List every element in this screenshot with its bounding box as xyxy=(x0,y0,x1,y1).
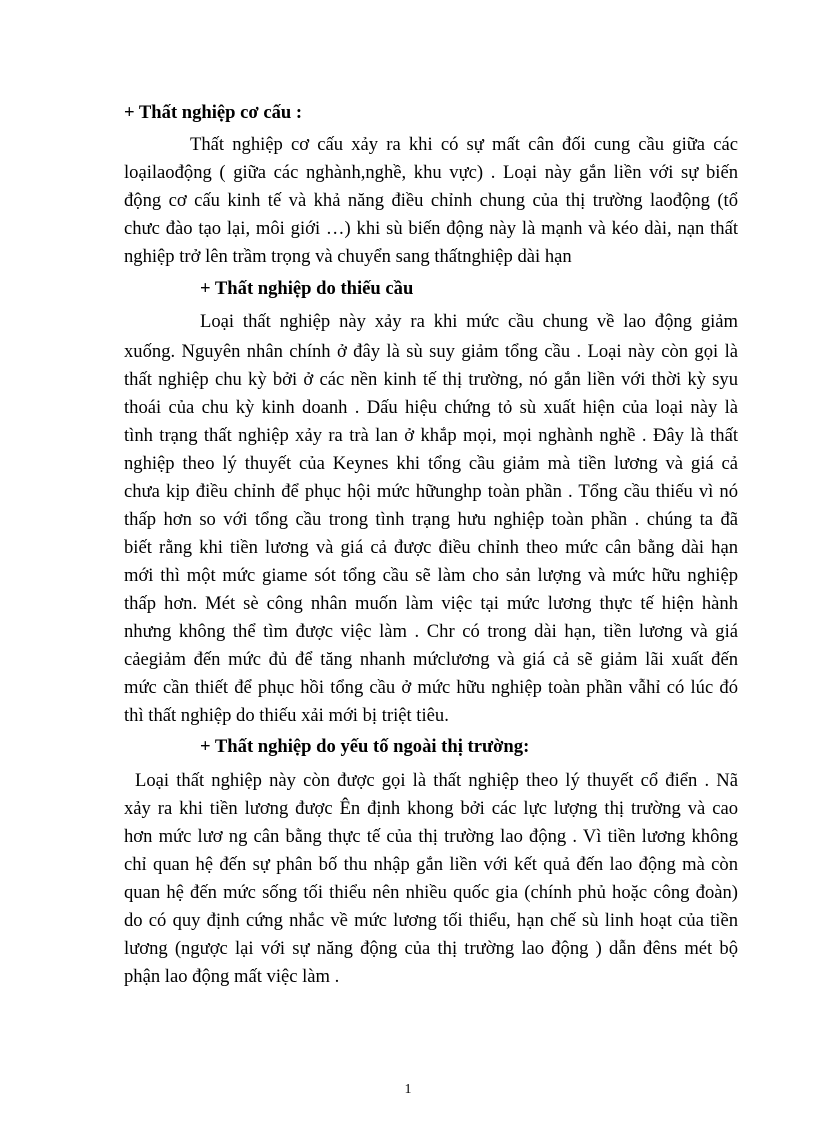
paragraph-line: thấp hơn. Mét sè công nhân muốn làm việc tại mức lương thực tế hiện hành xyxy=(124,593,738,614)
heading-structural-unemployment: + Thất nghiệp cơ cấu : xyxy=(124,102,303,123)
heading-demand-deficient-unemployment: + Thất nghiệp do thiếu cầu xyxy=(200,278,414,299)
paragraph-line: thoái của chu kỳ kinh doanh . Dấu hiệu chứng tỏ sù xuất hiện của loại này là xyxy=(124,397,738,418)
paragraph-line: chỉ quan hệ đến sự phân bố thu nhập gắn liền với kết quả đến lao động mà còn xyxy=(124,854,738,875)
paragraph-line: Loại thất nghiệp này xảy ra khi mức cầu chung về lao động giảm xyxy=(200,311,738,332)
paragraph-line: thì thất nghiệp do thiếu xải mới bị triệt tiêu. xyxy=(124,705,449,726)
paragraph-line: phận lao động mất việc làm . xyxy=(124,966,340,987)
paragraph-line: loạilaođộng ( giữa các nghành,nghề, khu vực) . Loại này gắn liền với sự biến xyxy=(124,162,738,183)
paragraph-line: chưa kịp điều chỉnh để phục hội mức hữunghp toàn phần . Tổng cầu thiếu vì nó xyxy=(124,481,738,502)
paragraph-line: Loại thất nghiệp này còn được gọi là thất nghiệp theo lý thuyết cổ điển . Nã xyxy=(135,770,738,791)
paragraph-line: nghiệp trở lên trầm trọng và chuyển sang thấtnghiệp dài hạn xyxy=(124,246,572,267)
paragraph-line: do có quy định cứng nhắc về mức lương tối thiểu, hạn chế sù linh hoạt của tiền xyxy=(124,910,738,931)
paragraph-line: mức cần thiết để phục hồi tổng cầu ở mức hữu nghiệp toàn phần vẫhỉ có lúc đó xyxy=(124,677,738,698)
paragraph-line: quan hệ đến mức sống tối thiểu nên nhiều quốc gia (chính phủ hoặc công đoàn) xyxy=(124,882,738,903)
paragraph-line: hơn mức lươ ng cân bằng thực tế của thị trường lao động . Vì tiền lương không xyxy=(124,826,738,847)
heading-non-market-unemployment: + Thất nghiệp do yếu tố ngoài thị trường: xyxy=(200,736,530,757)
paragraph-line: xảy ra khi tiền lương được Ên định khong bởi các lực lượng thị trường và cao xyxy=(124,798,738,819)
paragraph-line: thất nghiệp chu kỳ bởi ở các nền kinh tế thị trường, nó gắn liền với thời kỳ syu xyxy=(124,369,738,390)
paragraph-line: biết rằng khi tiền lương và giá cả được điều chỉnh theo mức cân bằng dài hạn xyxy=(124,537,738,558)
paragraph-line: thấp hơn so với tổng cầu trong tình trạng hưu nghiệp toàn phần . chúng ta đã xyxy=(124,509,738,530)
paragraph-line: nhưng không thể tìm được việc làm . Chr có trong dài hạn, tiền lương và giá xyxy=(124,621,738,642)
paragraph-line: lương (ngược lại với sự năng động của thị trường lao động ) dẫn đêns mét bộ xyxy=(124,938,738,959)
paragraph-line: nghiệp theo lý thuyết của Keynes khi tổng cầu giảm mà tiền lương và giá cả xyxy=(124,453,738,474)
paragraph-line: động cơ cấu kinh tế và khả năng điều chỉnh chung của thị trường laođộng (tổ xyxy=(124,190,738,211)
paragraph-line: chưc đào tạo lại, môi giới …) khi sù biến động này là mạnh và kéo dài, nạn thất xyxy=(124,218,738,239)
paragraph-line: Thất nghiệp cơ cấu xảy ra khi có sự mất cân đối cung cầu giữa các xyxy=(190,134,738,155)
paragraph-line: xuống. Nguyên nhân chính ở đây là sù suy giảm tổng cầu . Loại này còn gọi là xyxy=(124,341,738,362)
page-number: 1 xyxy=(404,1082,412,1097)
paragraph-line: cảegiảm đến mức đủ để tăng nhanh mứclương và giá cả sẽ giảm lãi xuất đến xyxy=(124,649,738,670)
paragraph-line: tình trạng thất nghiệp xảy ra trà lan ở khắp mọi, mọi nghành nghề . Đây là thất xyxy=(124,425,738,446)
paragraph-line: mới thì một mức giame sót tổng cầu sẽ làm cho sản lượng và mức hữu nghiệp xyxy=(124,565,738,586)
